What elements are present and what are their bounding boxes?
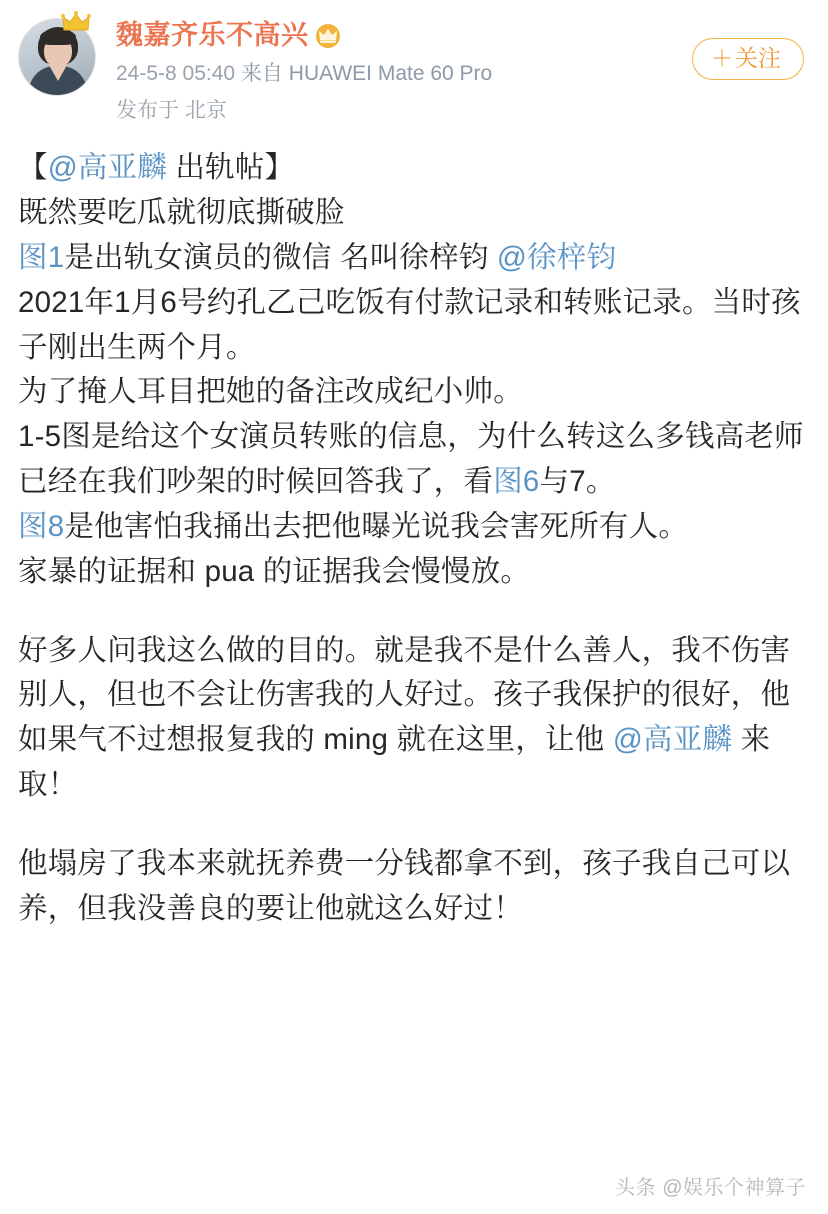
- post-timestamp: 24-5-8 05:40: [116, 62, 236, 85]
- paragraph-spacer-1: [18, 595, 810, 629]
- content-line-3-text: 是出轨女演员的微信 名叫徐梓钧: [64, 241, 497, 274]
- content-line-6-text-a: 1-5图是给这个女演员转账的信息，为什么转这么多钱高老师已经在我们吵架的时候回答我了，看: [18, 420, 804, 499]
- image-link-1[interactable]: 图1: [18, 241, 65, 274]
- image-link-6[interactable]: 图6: [493, 465, 540, 499]
- plus-icon: ＋: [710, 46, 733, 71]
- paragraph-spacer-2: [18, 808, 810, 842]
- post-source-prefix: 来自: [240, 62, 283, 85]
- content-line-title: [18, 146, 810, 191]
- content-line-10: 他塌房了我本来就抚养费一分钱都拿不到，孩子我自己可以养，但我没善良的要让他就这么好过！: [18, 846, 791, 925]
- content-line-9: [18, 629, 810, 808]
- content-line-6-text-b: 与7。: [539, 465, 616, 499]
- watermark: 头条 @娱乐个神算子: [615, 1177, 806, 1199]
- mention-xuzijun[interactable]: @徐梓钧: [496, 241, 617, 274]
- content-line-7-text: 是他害怕我捅出去把他曝光说我会害死所有人。: [64, 509, 689, 543]
- content-line-3: [18, 236, 810, 281]
- content-line-2: 既然要吃瓜就彻底撕破脸: [18, 196, 345, 230]
- post-location: 发布于 北京: [116, 99, 227, 123]
- content-line-6: [18, 415, 810, 505]
- title-suffix: 出轨帖】: [166, 151, 295, 185]
- post-content: [18, 146, 810, 931]
- content-line-9-tail: 来取！: [18, 723, 771, 802]
- post-source-device[interactable]: HUAWEI Mate 60 Pro: [288, 62, 493, 85]
- user-name[interactable]: 魏嘉齐乐不高兴: [116, 20, 309, 50]
- image-link-8[interactable]: 图8: [18, 509, 65, 543]
- mention-gaoyalin-2[interactable]: @高亚麟: [612, 723, 733, 757]
- post-header: [18, 14, 810, 124]
- crown-icon: [61, 11, 91, 33]
- content-line-7: [18, 505, 810, 550]
- follow-button[interactable]: [692, 38, 804, 80]
- title-bracket-open: 【: [18, 151, 48, 185]
- content-line-9-text: 好多人问我这么做的目的。就是我不是什么善人，我不伤害别人，但也不会让伤害我的人好过。孩子我保护的很好，他如果气不过想报复我的 ming 就在这里，让他: [18, 633, 791, 757]
- mention-gaoyalin-1[interactable]: @高亚麟: [47, 151, 167, 185]
- content-line-5: 为了掩人耳目把她的备注改成纪小帅。: [18, 375, 523, 409]
- content-line-4: 2021年1月6号约孔乙己吃饭有付款记录和转账记录。当时孩子刚出生两个月。: [18, 285, 801, 364]
- vip-crown-badge-icon[interactable]: [315, 23, 341, 49]
- follow-button-label: 关注: [735, 45, 781, 71]
- content-line-8: 家暴的证据和 pua 的证据我会慢慢放。: [18, 554, 531, 588]
- avatar-wrapper[interactable]: [18, 18, 100, 100]
